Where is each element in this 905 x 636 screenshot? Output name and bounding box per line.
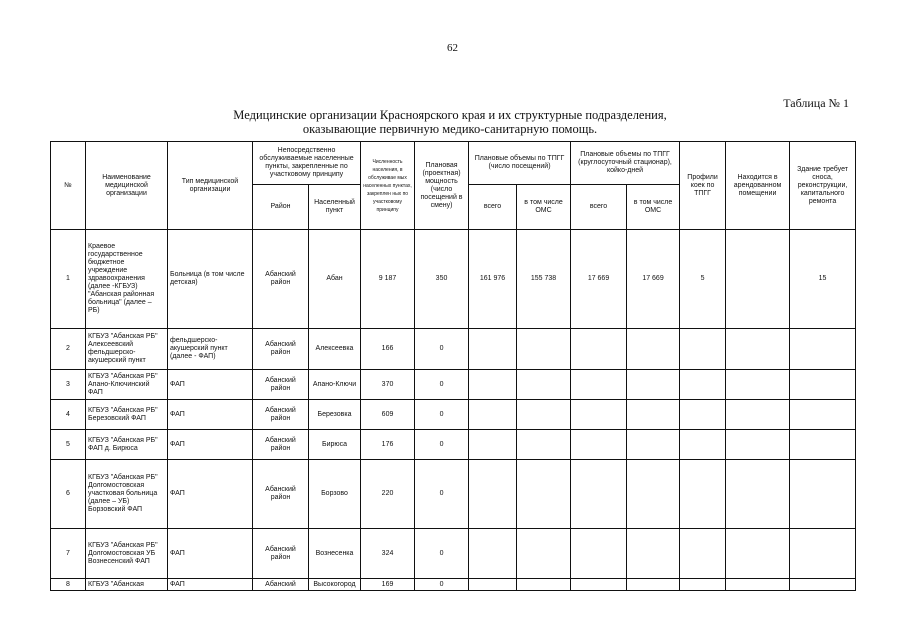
table-row bbox=[51, 430, 856, 460]
cell-rented bbox=[726, 230, 790, 329]
cell-profile bbox=[680, 370, 726, 400]
cell-district: Абанский район bbox=[253, 230, 309, 329]
header-type: Тип медицинской организации bbox=[168, 142, 253, 230]
header-name: Наименование медицинской организации bbox=[86, 142, 168, 230]
cell-beds-oms bbox=[627, 460, 680, 529]
cell-reconstruction bbox=[790, 460, 856, 529]
cell-beds-oms bbox=[627, 579, 680, 591]
title-line-2: оказывающие первичную медико-санитарную помощь. bbox=[302, 122, 598, 136]
cell-type: ФАП bbox=[168, 460, 253, 529]
cell-profile bbox=[680, 400, 726, 430]
cell-name: КГБУЗ "Абанская РБ" Апано-Ключинский ФАП bbox=[86, 370, 168, 400]
cell-visits-total: 161 976 bbox=[469, 230, 517, 329]
cell-name: КГБУЗ "Абанская bbox=[86, 579, 168, 591]
cell-rented bbox=[726, 579, 790, 591]
cell-rented bbox=[726, 370, 790, 400]
cell-reconstruction bbox=[790, 579, 856, 591]
cell-name: КГБУЗ "Абанская РБ" Долгомостовская УБ Вознесенский ФАП bbox=[86, 529, 168, 579]
cell-num: 3 bbox=[51, 370, 86, 400]
cell-num: 6 bbox=[51, 460, 86, 529]
table-row bbox=[51, 460, 856, 529]
header-visits-group: Плановые объемы по ТПГГ (число посещений) bbox=[469, 142, 571, 185]
table-row bbox=[51, 400, 856, 430]
cell-visits-total bbox=[469, 430, 517, 460]
cell-beds-total bbox=[571, 430, 627, 460]
cell-district: Абанский район bbox=[253, 370, 309, 400]
cell-district: Абанский район bbox=[253, 430, 309, 460]
cell-population: 169 bbox=[361, 579, 415, 591]
cell-type: ФАП bbox=[168, 430, 253, 460]
cell-reconstruction: 15 bbox=[790, 230, 856, 329]
cell-beds-total bbox=[571, 529, 627, 579]
cell-settlement: Абан bbox=[309, 230, 361, 329]
header-beds-total: всего bbox=[571, 185, 627, 230]
cell-num: 8 bbox=[51, 579, 86, 591]
cell-district: Абанский район bbox=[253, 460, 309, 529]
cell-visits-total bbox=[469, 370, 517, 400]
cell-type: ФАП bbox=[168, 400, 253, 430]
cell-settlement: Борзово bbox=[309, 460, 361, 529]
cell-name: Краевое государственное бюджетное учреждение здравоохранения (далее -КГБУЗ) "Абанская районная больница" (далее – РБ) bbox=[86, 230, 168, 329]
cell-population: 324 bbox=[361, 529, 415, 579]
cell-visits-oms bbox=[517, 579, 571, 591]
cell-profile bbox=[680, 460, 726, 529]
cell-reconstruction bbox=[790, 370, 856, 400]
cell-visits-oms bbox=[517, 460, 571, 529]
header-visits-total: всего bbox=[469, 185, 517, 230]
header-reconstruction: Здание требует сноса, реконструкции, капитального ремонта bbox=[790, 142, 856, 230]
cell-visits-total bbox=[469, 400, 517, 430]
cell-population: 176 bbox=[361, 430, 415, 460]
cell-profile bbox=[680, 430, 726, 460]
table-row bbox=[51, 529, 856, 579]
table-row bbox=[51, 230, 856, 329]
cell-beds-total bbox=[571, 460, 627, 529]
cell-reconstruction bbox=[790, 529, 856, 579]
cell-settlement: Вознесенка bbox=[309, 529, 361, 579]
cell-visits-total bbox=[469, 579, 517, 591]
cell-num: 4 bbox=[51, 400, 86, 430]
cell-num: 5 bbox=[51, 430, 86, 460]
cell-district: Абанский район bbox=[253, 529, 309, 579]
cell-district: Абанский район bbox=[253, 329, 309, 370]
cell-beds-total: 17 669 bbox=[571, 230, 627, 329]
cell-visits-total bbox=[469, 329, 517, 370]
cell-visits-oms bbox=[517, 529, 571, 579]
table-row bbox=[51, 579, 856, 591]
cell-settlement: Апано-Ключи bbox=[309, 370, 361, 400]
cell-num: 1 bbox=[51, 230, 86, 329]
header-population: Численность населения, в обслуживае мых населенных пунктах, закреплен ных по участковому принципу bbox=[361, 142, 415, 230]
table-label: Таблица № 1 bbox=[783, 96, 849, 110]
cell-capacity: 0 bbox=[415, 529, 469, 579]
cell-rented bbox=[726, 529, 790, 579]
cell-visits-oms bbox=[517, 430, 571, 460]
cell-beds-oms bbox=[627, 370, 680, 400]
cell-capacity: 0 bbox=[415, 329, 469, 370]
cell-rented bbox=[726, 430, 790, 460]
cell-visits-oms bbox=[517, 400, 571, 430]
cell-name: КГБУЗ "Абанская РБ" Долгомостовская участковая больница (далее – УБ) Борзовский ФАП bbox=[86, 460, 168, 529]
cell-population: 220 bbox=[361, 460, 415, 529]
cell-beds-oms bbox=[627, 329, 680, 370]
title-line-1: Медицинские организации Красноярского края и их структурные подразделения, bbox=[233, 108, 667, 122]
table-row bbox=[51, 370, 856, 400]
header-beds-group: Плановые объемы по ТПГГ (круглосуточный стационар), койко-дней bbox=[571, 142, 680, 185]
cell-type: ФАП bbox=[168, 529, 253, 579]
document-title bbox=[170, 108, 730, 136]
cell-settlement: Алексеевка bbox=[309, 329, 361, 370]
cell-settlement: Березовка bbox=[309, 400, 361, 430]
header-visits-oms: в том числе ОМС bbox=[517, 185, 571, 230]
cell-population: 9 187 bbox=[361, 230, 415, 329]
header-num: № bbox=[51, 142, 86, 230]
cell-population: 609 bbox=[361, 400, 415, 430]
cell-profile: 5 bbox=[680, 230, 726, 329]
cell-capacity: 0 bbox=[415, 579, 469, 591]
header-settlement: Населенный пункт bbox=[309, 185, 361, 230]
cell-capacity: 0 bbox=[415, 400, 469, 430]
page-number: 62 bbox=[447, 42, 458, 54]
cell-beds-oms bbox=[627, 529, 680, 579]
cell-rented bbox=[726, 329, 790, 370]
cell-beds-oms bbox=[627, 430, 680, 460]
cell-beds-total bbox=[571, 370, 627, 400]
cell-settlement: Бирюса bbox=[309, 430, 361, 460]
cell-num: 2 bbox=[51, 329, 86, 370]
cell-district: Абанский bbox=[253, 579, 309, 591]
cell-population: 166 bbox=[361, 329, 415, 370]
cell-beds-oms bbox=[627, 400, 680, 430]
cell-name: КГБУЗ "Абанская РБ" ФАП д. Бирюса bbox=[86, 430, 168, 460]
cell-beds-total bbox=[571, 579, 627, 591]
cell-profile bbox=[680, 579, 726, 591]
cell-capacity: 350 bbox=[415, 230, 469, 329]
cell-type: Больница (в том числе детская) bbox=[168, 230, 253, 329]
cell-type: ФАП bbox=[168, 370, 253, 400]
cell-name: КГБУЗ "Абанская РБ" Алексеевский фельдшерско-акушерский пункт bbox=[86, 329, 168, 370]
cell-capacity: 0 bbox=[415, 370, 469, 400]
cell-visits-oms bbox=[517, 329, 571, 370]
cell-name: КГБУЗ "Абанская РБ" Березовский ФАП bbox=[86, 400, 168, 430]
cell-population: 370 bbox=[361, 370, 415, 400]
header-rented: Находится в арендованном помещении bbox=[726, 142, 790, 230]
cell-reconstruction bbox=[790, 329, 856, 370]
cell-beds-total bbox=[571, 329, 627, 370]
cell-num: 7 bbox=[51, 529, 86, 579]
table-row bbox=[51, 329, 856, 370]
cell-reconstruction bbox=[790, 430, 856, 460]
cell-district: Абанский район bbox=[253, 400, 309, 430]
cell-capacity: 0 bbox=[415, 460, 469, 529]
header-beds-oms: в том числе ОМС bbox=[627, 185, 680, 230]
cell-capacity: 0 bbox=[415, 430, 469, 460]
cell-beds-total bbox=[571, 400, 627, 430]
cell-beds-oms: 17 669 bbox=[627, 230, 680, 329]
header-row-1 bbox=[51, 142, 856, 185]
cell-rented bbox=[726, 400, 790, 430]
cell-type: фельдшерско-акушерский пункт (далее - ФАП) bbox=[168, 329, 253, 370]
cell-profile bbox=[680, 529, 726, 579]
cell-visits-oms: 155 738 bbox=[517, 230, 571, 329]
cell-type: ФАП bbox=[168, 579, 253, 591]
cell-visits-total bbox=[469, 460, 517, 529]
cell-settlement: Высокогород bbox=[309, 579, 361, 591]
cell-profile bbox=[680, 329, 726, 370]
cell-rented bbox=[726, 460, 790, 529]
cell-visits-oms bbox=[517, 370, 571, 400]
header-district: Район bbox=[253, 185, 309, 230]
header-served-group: Непосредственно обслуживаемые населенные пункты, закрепленные по участковому принципу bbox=[253, 142, 361, 185]
header-capacity: Плановая (проектная) мощность (число посещений в смену) bbox=[415, 142, 469, 230]
cell-reconstruction bbox=[790, 400, 856, 430]
header-profile-beds: Профили коек по ТПГГ bbox=[680, 142, 726, 230]
cell-visits-total bbox=[469, 529, 517, 579]
organizations-table bbox=[50, 141, 856, 591]
